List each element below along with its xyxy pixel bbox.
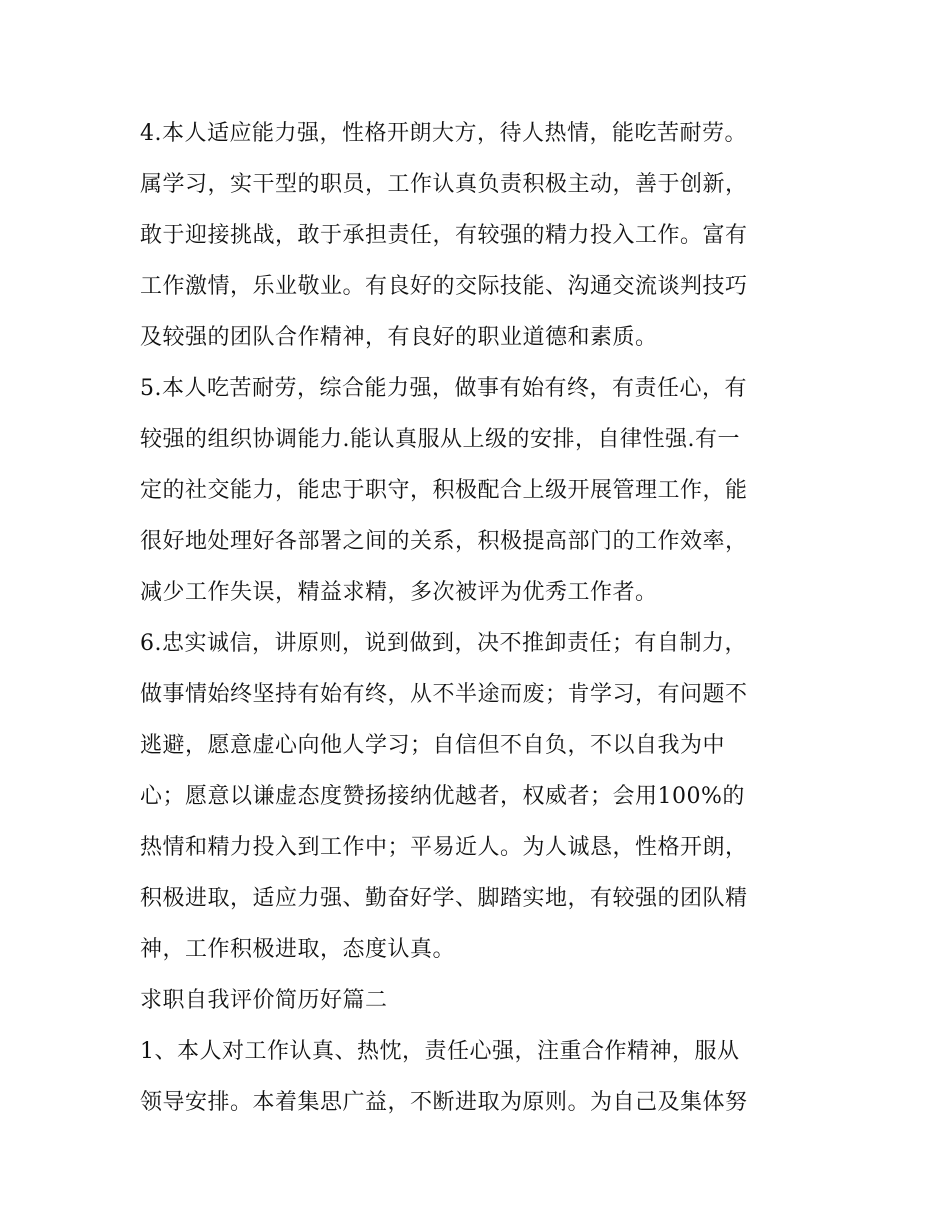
text-line: 神，工作积极进取，态度认真。 [140,937,456,962]
text-line: 5.本人吃苦耐劳，综合能力强，做事有始有终，有责任心，有 [140,376,747,401]
text-line: 属学习，实干型的职员，工作认真负责积极主动，善于创新， [140,172,748,197]
text-line: 敢于迎接挑战，敢于承担责任，有较强的精力投入工作。富有 [140,223,748,248]
text-line: 做事情始终坚持有始有终，从不半途而废；肯学习，有问题不 [140,682,748,707]
text-line: 及较强的团队合作精神，有良好的职业道德和素质。 [140,325,658,350]
text-line: 心；愿意以谦虚态度赞扬接纳优越者，权威者；会用100%的 [140,784,745,809]
text-line: 积极进取，适应力强、勤奋好学、脚踏实地，有较强的团队精 [140,886,748,911]
text-line: 热情和精力投入到工作中；平易近人。为人诚恳，性格开朗， [140,835,748,860]
text-line: 定的社交能力，能忠于职守，积极配合上级开展管理工作，能 [140,478,748,503]
text-line: 很好地处理好各部署之间的关系，积极提高部门的工作效率， [140,529,748,554]
document-body [140,108,830,1128]
text-line: 工作激情，乐业敬业。有良好的交际技能、沟通交流谈判技巧 [140,274,748,299]
text-line: 逃避，愿意虚心向他人学习；自信但不自负，不以自我为中 [140,733,726,758]
text-line: 1、本人对工作认真、热忱，责任心强，注重合作精神，服从 [140,1039,740,1064]
text-line: 4.本人适应能力强，性格开朗大方，待人热情，能吃苦耐劳。 [140,121,747,146]
text-line: 较强的组织协调能力.能认真服从上级的安排，自律性强.有一 [140,427,740,452]
text-line: 减少工作失误，精益求精，多次被评为优秀工作者。 [140,580,658,605]
section-heading: 求职自我评价简历好篇二 [140,988,388,1013]
text-line: 6.忠实诚信，讲原则，说到做到，决不推卸责任；有自制力， [140,631,747,656]
text-line: 领导安排。本着集思广益，不断进取为原则。为自己及集体努 [140,1090,748,1115]
